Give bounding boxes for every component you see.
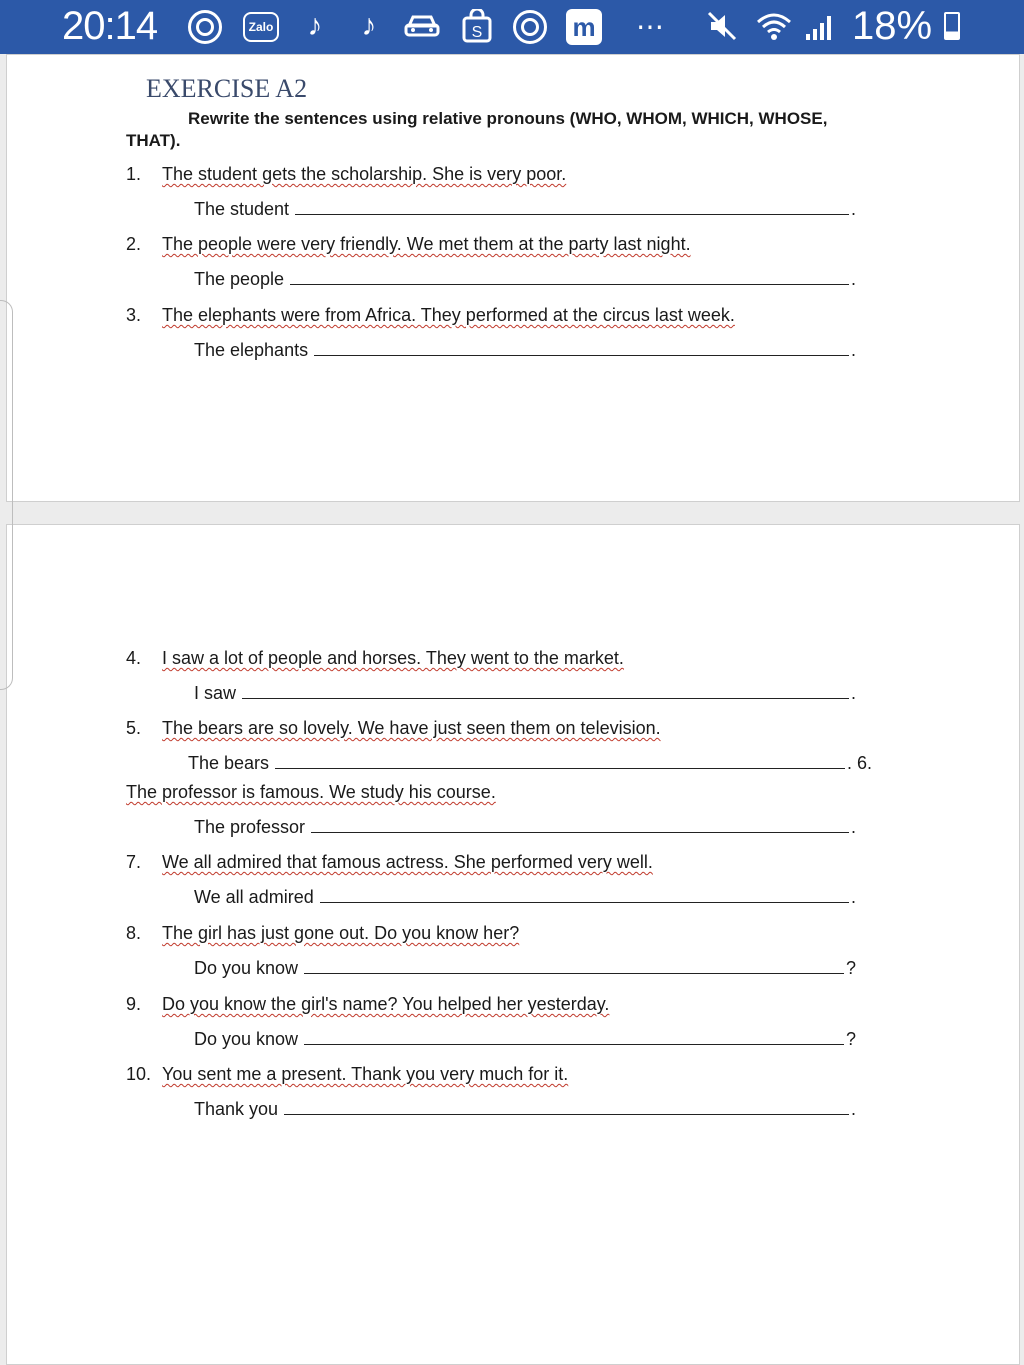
more-notifications-icon: ⋯ bbox=[636, 10, 664, 42]
side-panel-handle[interactable] bbox=[0, 300, 13, 690]
zalo-icon: Zalo bbox=[243, 12, 279, 42]
battery-icon bbox=[944, 12, 960, 40]
svg-text:S: S bbox=[471, 24, 483, 41]
answer-line-2[interactable]: The people . bbox=[194, 269, 856, 289]
screen-record-icon bbox=[188, 10, 222, 44]
question-text: The professor is famous. We study his course. bbox=[126, 782, 496, 802]
question-text: Do you know the girl's name? You helped her yesterday. bbox=[162, 994, 610, 1014]
question-10: 10. You sent me a present. Thank you very much for it. bbox=[126, 1064, 569, 1084]
wifi-icon bbox=[752, 8, 796, 44]
blank-line[interactable] bbox=[290, 284, 849, 285]
blank-line[interactable] bbox=[320, 902, 849, 903]
status-time: 20:14 bbox=[62, 4, 158, 48]
question-4: 4. I saw a lot of people and horses. They went to the market. bbox=[126, 648, 624, 668]
question-text: The student gets the scholarship. She is very poor. bbox=[162, 164, 567, 184]
car-icon bbox=[402, 8, 442, 44]
tiktok-icon: ♪ bbox=[307, 9, 323, 42]
question-9: 9. Do you know the girl's name? You helped her yesterday. bbox=[126, 994, 610, 1014]
question-text: I saw a lot of people and horses. They went to the market. bbox=[162, 648, 624, 668]
answer-prompt: The student bbox=[194, 199, 290, 219]
status-bar bbox=[0, 0, 1024, 54]
answer-line-4[interactable]: I saw . bbox=[194, 683, 856, 703]
question-text: The people were very friendly. We met them at the party last night. bbox=[162, 234, 691, 254]
question-8: 8. The girl has just gone out. Do you know her? bbox=[126, 923, 520, 943]
exercise-instruction: Rewrite the sentences using relative pronouns (WHO, WHOM, WHICH, WHOSE, THAT). bbox=[126, 109, 828, 150]
answer-line-5[interactable]: The bears . 6. bbox=[188, 753, 872, 773]
answer-line-7[interactable]: We all admired . bbox=[194, 887, 856, 907]
blank-line[interactable] bbox=[304, 973, 844, 974]
shopee-icon bbox=[460, 8, 494, 44]
blank-line[interactable] bbox=[275, 768, 845, 769]
blank-line[interactable] bbox=[311, 832, 849, 833]
answer-line-10[interactable]: Thank you . bbox=[194, 1099, 856, 1119]
answer-line-6[interactable]: The professor . bbox=[194, 817, 856, 837]
question-text: You sent me a present. Thank you very much for it. bbox=[162, 1064, 569, 1084]
answer-line-1[interactable]: The student . bbox=[194, 199, 856, 219]
blank-line[interactable] bbox=[242, 698, 849, 699]
m-app-icon: m bbox=[566, 9, 602, 45]
question-6 bbox=[126, 782, 496, 803]
blank-line[interactable] bbox=[284, 1114, 849, 1115]
answer-line-3[interactable]: The elephants . bbox=[194, 340, 856, 360]
question-text: The bears are so lovely. We have just seen them on television. bbox=[162, 718, 661, 738]
question-5: 5. The bears are so lovely. We have just seen them on television. bbox=[126, 718, 661, 738]
exercise-title: EXERCISE A2 bbox=[146, 74, 308, 103]
signal-icon bbox=[806, 14, 836, 40]
question-2: 2. The people were very friendly. We met them at the party last night. bbox=[126, 234, 691, 254]
question-3: 3. The elephants were from Africa. They performed at the circus last week. bbox=[126, 305, 735, 325]
blank-line[interactable] bbox=[295, 214, 849, 215]
question-number: 1. bbox=[126, 164, 142, 184]
tiktok-icon: ♪ bbox=[361, 9, 377, 42]
question-text: We all admired that famous actress. She performed very well. bbox=[162, 852, 653, 872]
question-text: The elephants were from Africa. They performed at the circus last week. bbox=[162, 305, 735, 325]
blank-line[interactable] bbox=[314, 355, 849, 356]
battery-percent: 18% bbox=[852, 4, 933, 48]
answer-line-8[interactable]: Do you know ? bbox=[194, 958, 856, 978]
chrome-like-icon bbox=[513, 10, 547, 44]
answer-line-9[interactable]: Do you know ? bbox=[194, 1029, 856, 1049]
blank-line[interactable] bbox=[304, 1044, 844, 1045]
question-7: 7. We all admired that famous actress. She performed very well. bbox=[126, 852, 653, 872]
question-1 bbox=[126, 164, 566, 185]
question-text: The girl has just gone out. Do you know her? bbox=[162, 923, 520, 943]
mute-icon bbox=[704, 8, 740, 44]
